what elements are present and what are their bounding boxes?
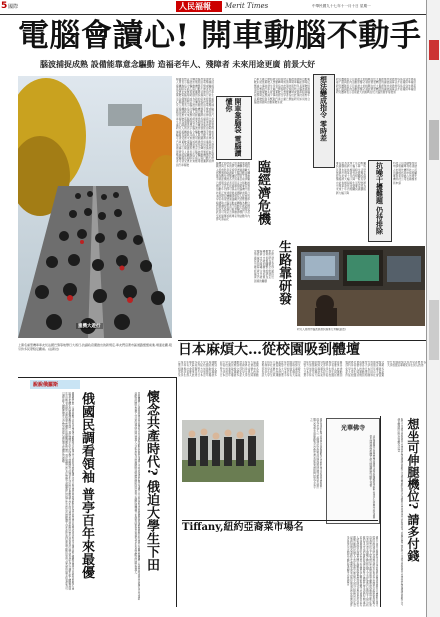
lead-photo [18, 76, 172, 338]
side-body: 航空公司推出新收費方案乘客若想選擇空間較大可伸直雙腿的座位必須額外付費業者表示此舉是為了因應油價上漲航空公司推出新收費方案乘客若想選擇空間較大可伸直雙腿的座位必須額外付費 [396, 418, 403, 606]
economy-headline: 臨經濟危機 [255, 160, 270, 225]
right-vertical-headline-1: 開車靠腦袋 電腦讀懂你 [225, 98, 243, 157]
adjacent-red-block [429, 40, 439, 60]
economy-photo [297, 246, 425, 326]
opinion-tag-box [30, 380, 80, 389]
upper-right-body: 汽車大廠已開始研究如何結合腦波偵測與自動駕駛系統當駕駛人想要轉彎或煞車時車輛能即時反應減少事故發生學者指出此項技術對年長駕駛特別有幫助汽車大廠已開始研究如何結合腦波偵測與自動駕駛系統當駕駛人想要轉彎或煞車時車輛能即時反應減少事故發生學者指出此項技術對年長駕駛特別有幫助汽車大廠已開始研究如何結合腦波偵測與自動駕駛系統 [254, 78, 310, 105]
japan-headline: 日本麻煩大…從校園吸到體壇 [178, 342, 360, 358]
column-box [326, 418, 380, 524]
tiffany-headline: Tiffany,紐約亞裔菜市場名 [182, 522, 304, 533]
economy-photo-caption: 研究人員操作腦波偵測設備進行實驗(路透) [297, 328, 346, 331]
section-label: 國際 [8, 4, 19, 10]
opinion-headline-1: 懷念共產時代? 俄迫大學生下田 [144, 390, 159, 572]
adjacent-grey-block-2 [429, 300, 439, 360]
lead-body-col-1: 閱讀思想意念傳送遙控裝置研究人員表示腦波訊號經由電極捕捉後轉換指令驅動機器手臂或輪椅長期臥床病人與行動不便者可望受惠未來應用範圍將延伸到汽車駕駛電腦遊戲通訊設備與日常生活各個層面成為新的產業發展重心閱讀思想意念傳送遙控裝置研究人員表示腦波訊號經由電極捕捉後轉換指令驅動機器手臂或輪椅長期臥床病人與行動不便者可望受惠未來應用範圍將延伸到汽車駕駛電腦遊戲通訊設備與日常生活各個層面成為新的產業發展重心閱讀思想意念傳送遙控裝置研究人員表示腦波訊號經由電極捕捉後轉換指令驅動機器手臂或輪椅長期臥床病人與行動不便者可望受惠未來應用範圍將延伸到汽車駕駛電腦遊戲通訊設備與日常生活各個層面成為新的產業發展重心閱讀思想意念傳送遙控裝置研究人員表示腦波訊號經由電極捕捉後轉換指令驅動機器手臂或輪椅長期臥床病人與行動不便者可望受惠未來應用範圍將延伸到汽車駕駛 [176, 78, 214, 167]
column-body: 寺院清幽香火鼎盛信眾絡繹不絕法師講經說法勸人為善心存慈悲寺院清幽香火鼎盛信眾絡繹不絕法師講經說法勸人為善 [368, 435, 375, 519]
masthead [0, 0, 426, 15]
photo-caption: 上萬名重型機車車友於法國巴黎等地舉行大遊行,抗議政府擬推出的新規定,車友們沿著市區道路緩緩前進,場面壯觀,吸引許多民眾駐足觀看。(法新社) [18, 343, 172, 351]
upper-right-body-3: 專家認為未來十年內相關設備價格將大幅下降一般民眾也能負擔屆時生活型態將出現革命性改變專家認為未來十年內相關設備價格將大幅下降一般民眾也能負擔屆時生活型態將出現革命性改變專家認為未來十年內相關設備價格將大幅下降 [336, 162, 366, 195]
upper-right-body-4: 科技公司也積極布局申請相關專利希望搶占市場先機科技公司也積極布局申請相關專利希望搶占市場先機科技公司也積極布局申請 [393, 162, 417, 185]
right-vertical-headline-2: 想法變成指令 零時差 [319, 76, 329, 142]
column-title: 光華佛寺 [340, 425, 365, 432]
opinion-tag: 說說俄羅斯 [33, 382, 59, 388]
opinion-divider [176, 377, 177, 607]
side-divider [380, 416, 381, 607]
side-headline-box [405, 418, 426, 606]
vertical-headline-box-1 [216, 96, 252, 160]
tiffany-body-1: 紐約市統計顯示亞裔家長最喜歡為女兒取名蒂芙妮成為最熱門的英文名字之一反映移民家庭對品味與時尚的嚮往紐約市統計顯示亞裔家長最喜歡為女兒取名蒂芙妮成為最熱門的英文名字之一 [309, 418, 322, 489]
economy-headline-box [254, 160, 272, 246]
vertical-headline-box-2 [313, 74, 335, 168]
lead-subhead: 腦波捕捉成熟 設備能靠意念驅動 造福老年人、殘障者 未來用途更廣 前景大好 [40, 60, 316, 69]
tiffany-photo [182, 420, 264, 482]
adjacent-page-edge [426, 0, 440, 617]
lead-headline-box [18, 14, 426, 58]
opinion-body-2: 民調機構公布調查結果普亭被選為百年來最受歡迎的國家領導人支持度遠高於歷任領導人分析家認為這與俄國經濟復甦與國際地位提升有關民調機構公布調查結果普亭被選為百年來最受歡迎的國家領導人支持度遠高於歷任領導人分析家認為這與俄國經濟復甦與國際地位提升有關民調機構公布調查結果普亭被選為百年來最受歡迎的國家領導人 [133, 392, 140, 600]
photo-caption-tag: 重機大遊行 [78, 324, 101, 329]
opinion-body-1: 俄羅斯近期一項民調顯示許多民眾懷念蘇聯時代的穩定生活政府也推動讓大學生前往農村參與勞動的計畫引發各界討論支持者認為可以讓年輕人體驗基層生活反對者則擔心重蹈過去集體化的覆轍俄羅斯近期一項民調顯示許多民眾懷念蘇聯時代的穩定生活政府也推動讓大學生前往農村參與勞動的計畫引發各界討論支持者認為可以讓年輕人體驗基層生活反對者則擔心重蹈過去集體化的覆轍俄羅斯近期一項民調顯示許多民眾懷念蘇聯時代的穩定生活政府也推動讓大學生前往農村參與勞動的計畫引發各界討論支持者認為可以讓年輕人體驗基層生活反對者則擔心重蹈過去集體化的覆轍 [61, 392, 74, 590]
logo-subtitle: Merit Times [225, 2, 269, 10]
economy-subhead: 生路靠研發 [276, 240, 291, 305]
right-vertical-headline-3: 抗噪干擾難題 仍待排除 [375, 162, 385, 235]
opinion-headline-1-box [143, 390, 167, 606]
logo-text: 人民福報 [179, 1, 211, 11]
lead-headline: 電腦會讀心! 開車動腦不動手 [18, 18, 422, 54]
japan-headline-box [178, 340, 426, 359]
opinion-headline-2: 俄國民調看領袖 普亭百年來最優 [79, 392, 94, 579]
tiffany-headline-box [182, 520, 378, 535]
vertical-headline-box-3 [368, 160, 392, 242]
economy-subhead-box [275, 240, 293, 332]
lead-body-col-2: 腦機介面技術正快速發展美國歐洲與日本的研究機構爭相投入經費科學家希望透過頭戴式感應器即時讀取大腦活動並轉換為數位訊號讓使用者不用動手就能操控各式設備目前實驗已證明受試者可用意念移動游標打字甚至玩簡單遊戲專家預估數年內即可商品化腦機介面技術正快速發展美國歐洲與日本的研究機構爭相投入經費科學家希望透過頭戴式感應器即時讀取大腦活動並轉換為數位訊號讓使用者不用動手就能操控各式設備目前實驗已證明受試者可用意念移動游標打字甚至玩簡單遊戲專家預估數年內即可商品化 [216, 162, 250, 222]
economy-body: 金融海嘯衝擊全球經濟企業紛紛縮減支出但研發投資仍被視為走出困境的關鍵金融海嘯衝擊全球經濟企業紛紛縮減支出但研發投資仍被視為走出困境的關鍵 [254, 250, 274, 283]
side-headline: 想坐可伸腿機位? 請多付錢 [406, 418, 420, 562]
opinion-rule [18, 377, 176, 378]
opinion-headline-2-box [78, 392, 98, 592]
tiffany-body-2: 研究人員分析紐約市出生登記資料發現亞裔新生女嬰取名蒂芙妮的比例遠高於其他族裔許多家長表示這個名字聽起來高雅又容易發音也有人認為與知名珠寶品牌有關象徵富貴與品味社會學者指出命名趨勢反映移民融入主流社會的心態研究人員分析紐約市出生登記資料發現亞裔新生女嬰取名蒂芙妮的比例遠高於其他族裔許多家長表示這個名字聽起來高雅又容易發音也有人認為與知名珠寶品牌有關象徵富貴與品味社會學者指出命名趨勢反映移民融入主流社會的心態研究人員分析紐約市出生登記資料發現亞裔新生女嬰取名蒂芙妮的比例遠高於其他族裔許多家長表示這個名字聽起來高雅又容易發音 [346, 536, 378, 607]
upper-right-body-2: 研究團隊表示目前最大的挑戰在於大腦訊號非常微弱容易受到外界電磁干擾與肌肉活動影響必須發展更精密的濾波演算法才能確保準確度研究團隊表示目前最大的挑戰在於大腦訊號非常微弱容易受到外界電磁干擾與肌肉活動影響必須發展更精密的濾波演算法才能確保準確度研究團隊表示目前最大的挑戰在於大腦訊號非常微弱 [336, 78, 416, 95]
japan-body: 日本近年爆發多起大學生與運動選手持有大麻案件從校園延燒到相撲界社會震驚警方加強取締文部科學省要求各大學加強宣導避免學生誤入歧途日本近年爆發多起大學生與運動選手持有大麻案件從校園延燒到相撲界社會震驚警方加強取締文部科學省要求各大學加強宣導避免學生誤入歧途日本近年爆發多起大學生與運動選手持有大麻案件從校園延燒到相撲界社會震驚警方加強取締文部科學省要求各大學加強宣導避免學生誤入歧途日本近年爆發多起大學生與運動選手持有大麻案件從校園延燒到相撲界社會震驚警方加強取締文部科學省要求各大學加強宣導避免學生誤入歧途日本近年爆發多起大學生與運動選手持有大麻案件從校園延燒到相撲界社會震驚警方加強取締文部科學省要求各大學加強宣導避免學生誤入歧途日本近年爆發多起大學生與運動選手持有大麻案件從校園延燒到相撲界社會震驚警方加強取締文部科學省要求各大學加強宣導避免學生誤入歧途 [178, 361, 426, 378]
adjacent-grey-block [429, 120, 439, 160]
page-number: 5 [1, 1, 8, 11]
logo [176, 1, 222, 12]
date-line: 中華民國九十七年十一月十日 星期一 [312, 4, 371, 8]
